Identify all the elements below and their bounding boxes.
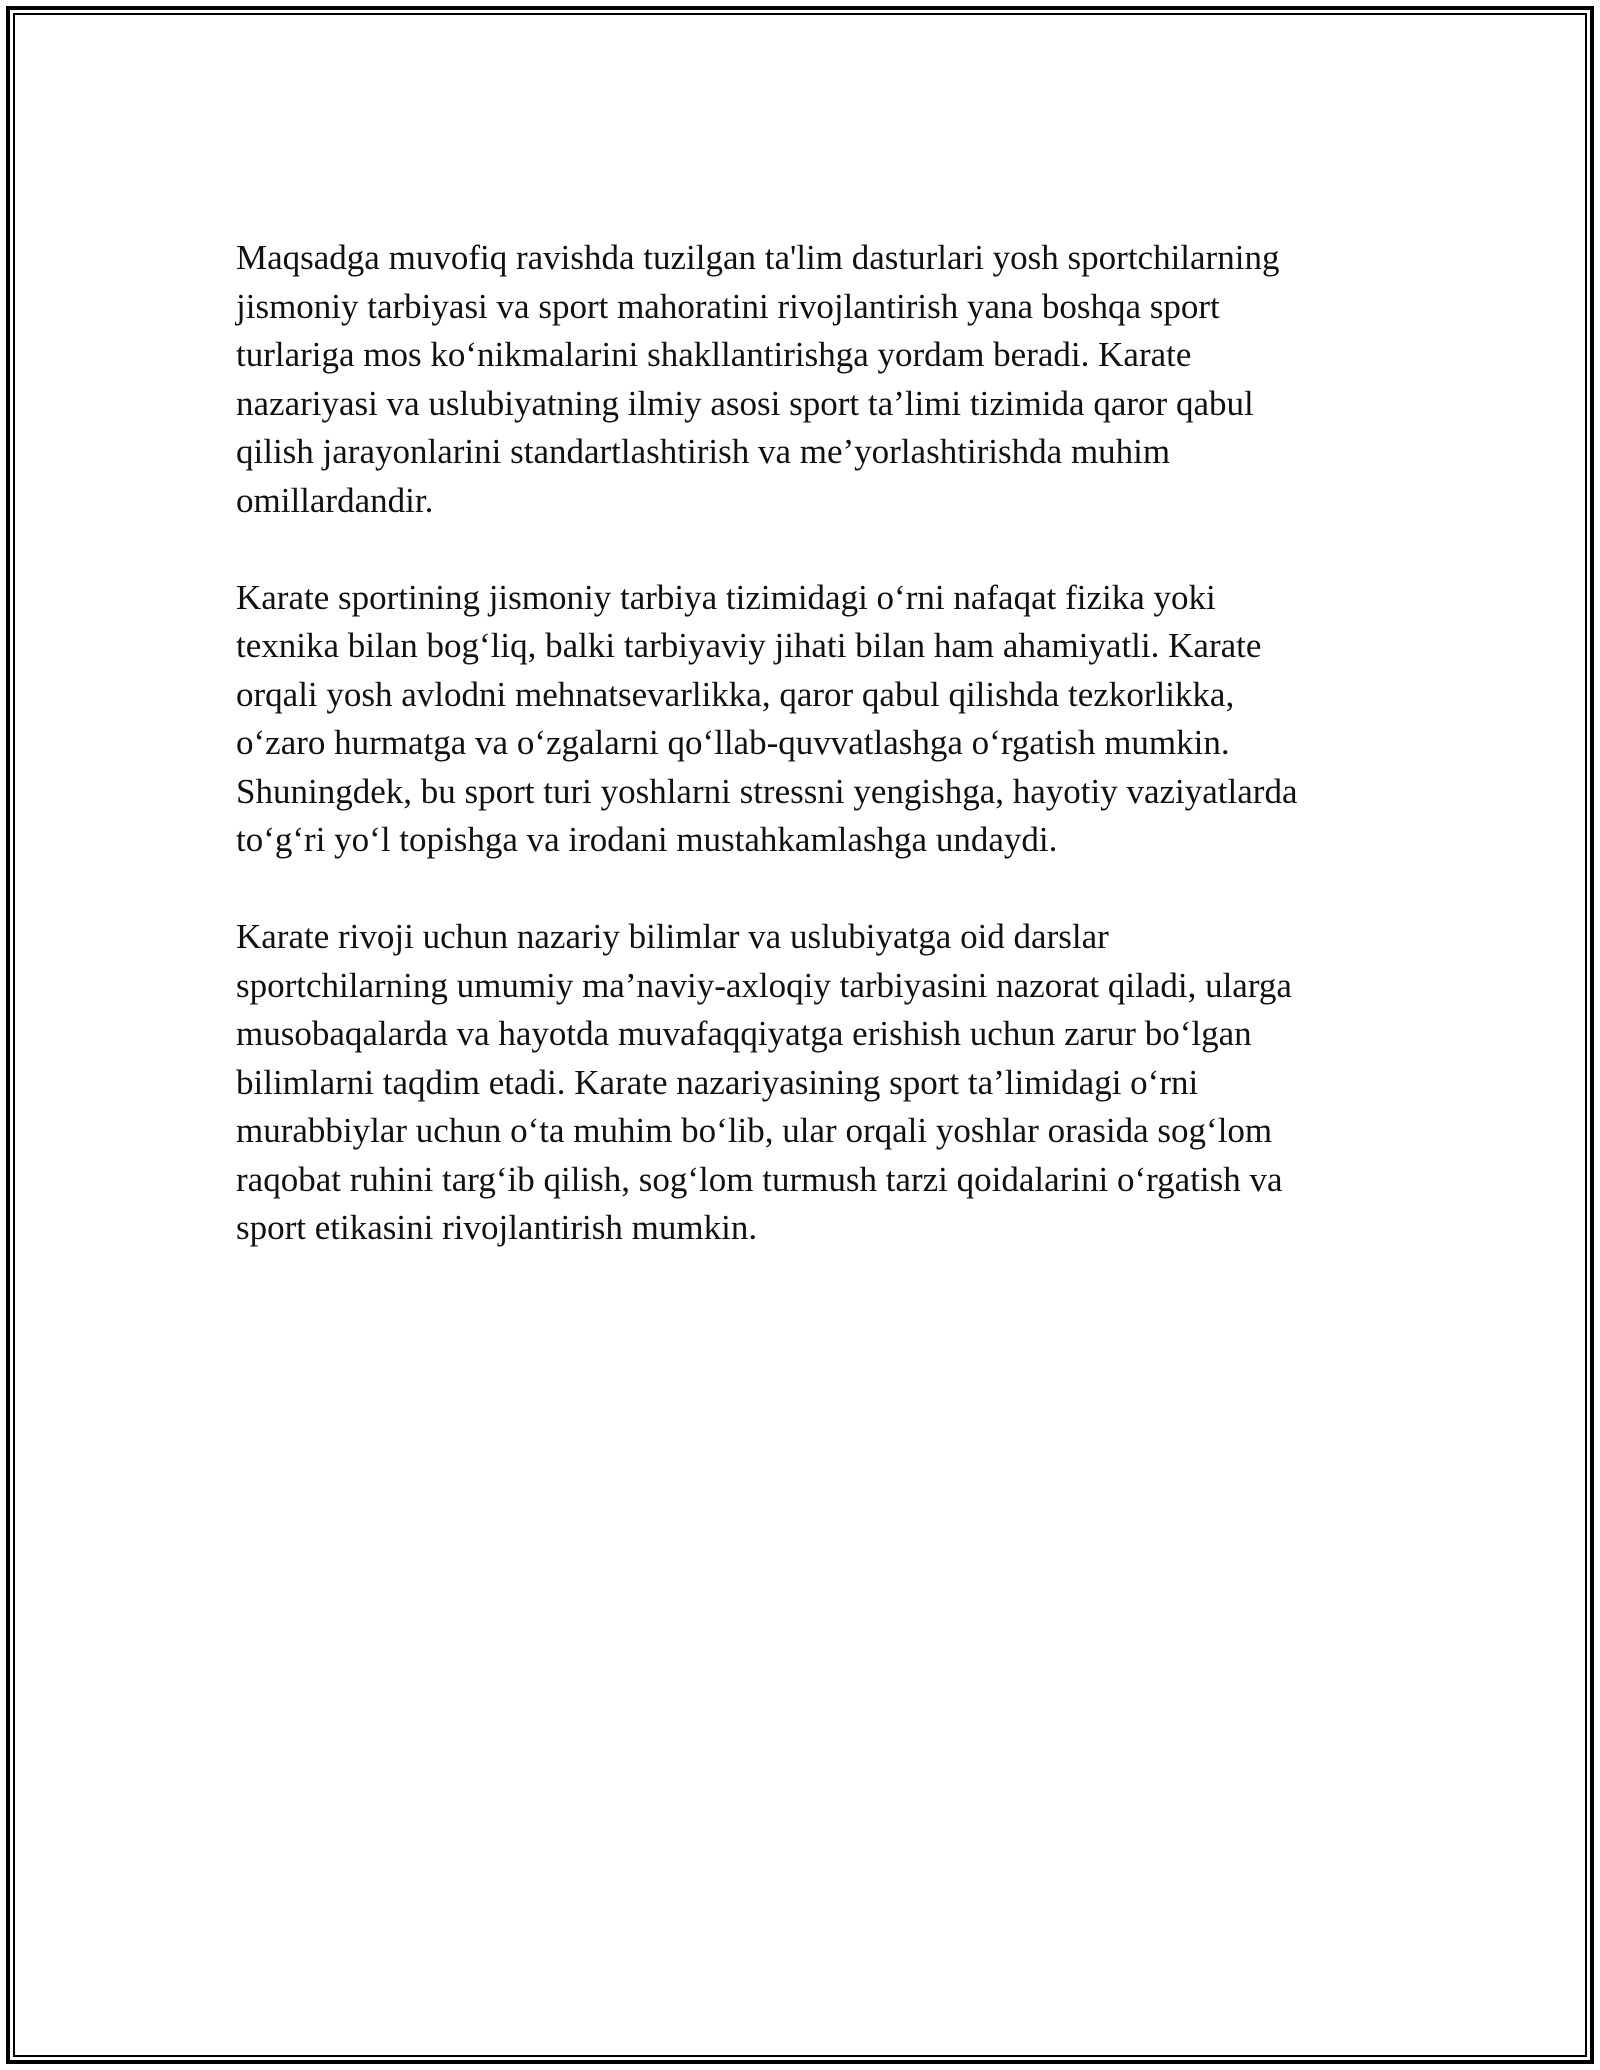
paragraph-2: [236, 574, 1366, 865]
text-line: sport etikasini rivojlantirish mumkin.: [236, 1208, 758, 1247]
text-line: omillardandir.: [236, 480, 434, 520]
text-line: Karate rivoji uchun nazariy bilimlar va uslubiyatga oid darslar: [236, 917, 1109, 956]
paragraph-1: [236, 234, 1366, 525]
text-line: jismoniy tarbiyasi va sport mahoratini rivojlantirish yana boshqa sport: [236, 286, 1220, 326]
text-line: murabbiylar uchun o‘ta muhim bo‘lib, ular orqali yoshlar orasida sog‘lom: [236, 1111, 1273, 1150]
text-line: orqali yosh avlodni mehnatsevarlikka, qaror qabul qilishda tezkorlikka,: [236, 674, 1235, 714]
text-line: Maqsadga muvofiq ravishda tuzilgan ta'lim dasturlari yosh sportchilarning: [236, 238, 1280, 277]
text-line: raqobat ruhini targ‘ib qilish, sog‘lom turmush tarzi qoidalarini o‘rgatish va: [236, 1159, 1283, 1199]
text-line: qilish jarayonlarini standartlashtirish va me’yorlashtirishda muhim: [236, 432, 1171, 471]
text-line: musobaqalarda va hayotda muvafaqqiyatga erishish uchun zarur bo‘lgan: [236, 1014, 1252, 1053]
text-line: to‘g‘ri yo‘l topishga va irodani mustahkamlashga undaydi.: [236, 820, 1058, 859]
text-line: nazariyasi va uslubiyatning ilmiy asosi sport ta’limi tizimida qaror qabul: [236, 383, 1254, 423]
text-line: o‘zaro hurmatga va o‘zgalarni qo‘llab-quvvatlashga o‘rgatish mumkin.: [236, 723, 1230, 762]
document-body: [236, 234, 1366, 1301]
text-line: Karate sportining jismoniy tarbiya tizimidagi o‘rni nafaqat fizika yoki: [236, 577, 1216, 617]
paragraph-3: [236, 913, 1366, 1253]
text-line: turlariga mos ko‘nikmalarini shakllantirishga yordam beradi. Karate: [236, 335, 1192, 374]
text-line: texnika bilan bog‘liq, balki tarbiyaviy jihati bilan ham ahamiyatli. Karate: [236, 626, 1262, 665]
text-line: Shuningdek, bu sport turi yoshlarni stressni yengishga, hayotiy vaziyatlarda: [236, 771, 1298, 811]
text-line: bilimlarni taqdim etadi. Karate nazariyasining sport ta’limidagi o‘rni: [236, 1062, 1199, 1102]
text-line: sportchilarning umumiy ma’naviy-axloqiy tarbiyasini nazorat qiladi, ularga: [236, 965, 1292, 1005]
